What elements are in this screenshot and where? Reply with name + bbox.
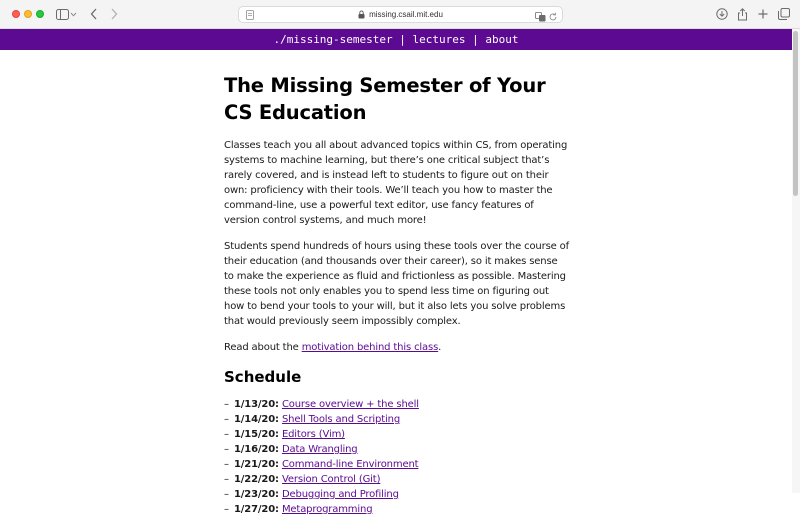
schedule-item — [224, 487, 569, 502]
date-colon: : — [275, 504, 279, 515]
nav-about-link[interactable]: about — [485, 33, 519, 46]
site-nav — [0, 29, 792, 50]
nav-separator: | — [399, 33, 406, 46]
schedule-item — [224, 397, 569, 412]
forward-icon[interactable] — [106, 6, 122, 22]
date-colon: : — [275, 429, 279, 440]
schedule-date: 1/22/20 — [234, 474, 276, 485]
date-colon: : — [275, 459, 279, 470]
list-dash: – — [224, 444, 229, 455]
date-colon: : — [275, 399, 279, 410]
page-scrollbar[interactable] — [792, 29, 800, 493]
read-about-suffix: . — [438, 342, 442, 353]
motivation-paragraph: Students spend hundreds of hours using these tools over the course of their education (and thousands over their career), so it makes sense to make the experience as fluid and frictionless as possible. Mastering these tools not only enables you to spend less time on figuring out how to bend your tools to your will, but it also lets you solve problems that would previously seem impossibly complex. — [224, 241, 570, 327]
lecture-link[interactable]: Shell Tools and Scripting — [281, 414, 401, 425]
date-colon: : — [275, 414, 279, 425]
minimize-window-button[interactable] — [24, 10, 32, 18]
lecture-link[interactable]: Debugging and Profiling — [281, 489, 399, 500]
schedule-date: 1/27/20 — [234, 504, 276, 515]
schedule-item — [224, 412, 569, 427]
plus-icon[interactable] — [755, 6, 771, 22]
date-colon: : — [275, 444, 279, 455]
lecture-link[interactable]: Editors (Vim) — [281, 429, 345, 440]
schedule-item — [224, 457, 569, 472]
nav-home-link[interactable]: ./missing-semester — [273, 33, 393, 46]
address-bar[interactable] — [238, 6, 563, 23]
list-dash: – — [224, 459, 229, 470]
lock-icon — [358, 10, 365, 19]
schedule-list — [224, 397, 569, 517]
schedule-date: 1/23/20 — [234, 489, 276, 500]
nav-separator: | — [472, 33, 479, 46]
list-dash: – — [224, 504, 229, 515]
list-dash: – — [224, 399, 229, 410]
schedule-heading: Schedule — [224, 368, 302, 386]
back-icon[interactable] — [86, 6, 102, 22]
close-window-button[interactable] — [12, 10, 20, 18]
scrollbar-thumb[interactable] — [793, 31, 798, 196]
download-icon[interactable] — [714, 6, 730, 22]
nav-links — [273, 33, 518, 46]
lecture-link[interactable]: Data Wrangling — [281, 444, 358, 455]
intro-paragraph: Classes teach you all about advanced topics within CS, from operating systems to machine learning, but there’s one critical subject that’s rarely covered, and is instead left to students to figure out on their own: proficiency with their tools. We’ll teach you how to master the command-line, use a powerful text editor, use fancy features of version control systems, and much more! — [224, 140, 568, 226]
nav-lectures-link[interactable]: lectures — [412, 33, 466, 46]
motivation-link[interactable]: motivation behind this class — [301, 342, 439, 353]
schedule-date: 1/21/20 — [234, 459, 276, 470]
tabs-icon[interactable] — [776, 6, 792, 22]
list-dash: – — [224, 414, 229, 425]
schedule-item — [224, 502, 569, 517]
read-about-paragraph — [224, 340, 569, 355]
list-dash: – — [224, 429, 229, 440]
zoom-window-button[interactable] — [36, 10, 44, 18]
schedule-item — [224, 442, 569, 457]
lecture-link[interactable]: Metaprogramming — [281, 504, 373, 515]
lecture-link[interactable]: Course overview + the shell — [281, 399, 419, 410]
schedule-item — [224, 472, 569, 487]
schedule-item — [224, 427, 569, 442]
schedule-date: 1/13/20 — [234, 399, 276, 410]
share-icon[interactable] — [734, 6, 750, 22]
chevron-down-icon[interactable] — [68, 6, 78, 22]
lecture-link[interactable]: Command-line Environment — [281, 459, 419, 470]
translate-icon[interactable] — [535, 9, 546, 27]
schedule-date: 1/14/20 — [234, 414, 276, 425]
date-colon: : — [275, 474, 279, 485]
date-colon: : — [275, 489, 279, 500]
lecture-link[interactable]: Version Control (Git) — [281, 474, 381, 485]
browser-toolbar — [0, 0, 800, 29]
schedule-date: 1/15/20 — [234, 429, 276, 440]
list-dash: – — [224, 474, 229, 485]
reload-icon[interactable] — [548, 9, 558, 27]
url-text: missing.csail.mit.edu — [369, 10, 443, 19]
page-title: The Missing Semester of Your CS Education — [224, 74, 546, 124]
read-about-prefix: Read about the — [224, 342, 302, 353]
main-content — [224, 72, 569, 517]
schedule-date: 1/16/20 — [234, 444, 276, 455]
list-dash: – — [224, 489, 229, 500]
